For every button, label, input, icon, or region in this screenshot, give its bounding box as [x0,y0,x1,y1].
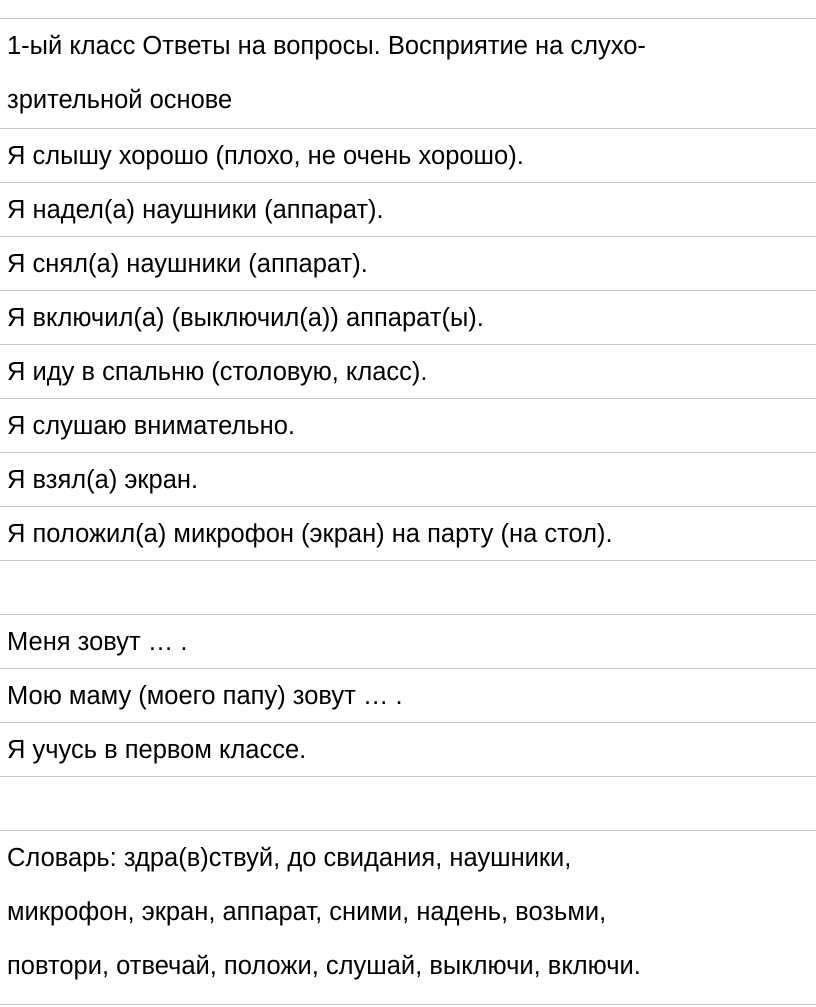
row-text: Я положил(а) микрофон (экран) на парту (на стол). [7,519,613,548]
row-text: Я взял(а) экран. [7,465,199,494]
row-text: Мою маму (моего папу) зовут … . [7,681,403,710]
table-row [0,183,816,237]
table-row [0,237,816,291]
row-text: Я снял(а) наушники (аппарат). [7,249,368,278]
table-row [0,129,816,183]
vocabulary-line-3: повтори, отвечай, положи, слушай, выключи, включи. [7,952,641,980]
table-row [0,453,816,507]
title-line-2: зрительной основе [7,86,233,114]
table-row [0,615,816,669]
vocabulary-line-2: микрофон, экран, аппарат, сними, надень, возьми, [7,898,607,926]
table-row [0,399,816,453]
row-text: Я иду в спальню (столовую, класс). [7,357,428,386]
row-text: Я учусь в первом классе. [7,735,307,764]
row-text: Я надел(а) наушники (аппарат). [7,195,384,224]
row-text: Я слушаю внимательно. [7,411,295,440]
row-text: Я слышу хорошо (плохо, не очень хорошо). [7,141,524,170]
vocabulary-line-1: Словарь: здра(в)ствуй, до свидания, наушники, [7,844,572,872]
row-text: Я включил(а) (выключил(а)) аппарат(ы). [7,303,484,332]
row-text: Меня зовут … . [7,627,188,656]
answers-table [0,18,816,1005]
table-row [0,723,816,777]
table-row-title [0,19,816,129]
table-row [0,507,816,561]
table-row-vocabulary [0,831,816,1004]
table-row [0,291,816,345]
table-row-empty [0,777,816,831]
title-line-1: 1-ый класс Ответы на вопросы. Восприятие на слухо- [7,32,646,60]
table-row [0,669,816,723]
table-row [0,345,816,399]
table-row-empty [0,561,816,615]
